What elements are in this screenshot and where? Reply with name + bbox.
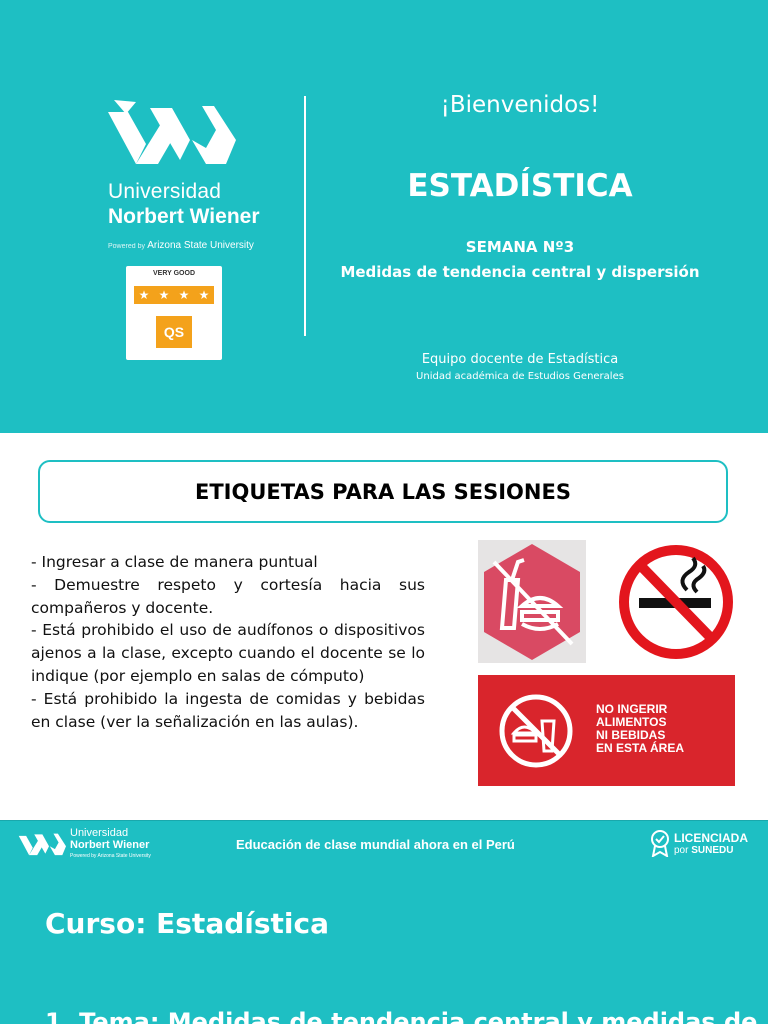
- uw-logo-icon: [18, 831, 66, 857]
- qs-stars-icon: [134, 286, 214, 304]
- footer-bar: [0, 820, 768, 867]
- sunedu-seal-icon: [650, 829, 670, 857]
- footer-asu-label: Powered by Arizona State University: [70, 853, 151, 859]
- footer-university-line1: Universidad: [70, 827, 129, 839]
- etiquette-title: ETIQUETAS PARA LAS SESIONES: [195, 479, 571, 504]
- rule-item: - Ingresar a clase de manera puntual: [31, 553, 318, 571]
- no-eating-banner-icon: [478, 675, 735, 786]
- license-por: por: [674, 845, 689, 856]
- week-label: SEMANA Nº3: [465, 238, 575, 256]
- star-icon: ★: [158, 288, 170, 302]
- banner-line: ALIMENTOS: [596, 715, 667, 729]
- uw-logo-icon: [106, 100, 236, 168]
- star-icon: ★: [198, 288, 210, 302]
- banner-line: EN ESTA ÁREA: [596, 741, 685, 755]
- qs-logo: QS: [156, 316, 192, 348]
- qs-rating-badge: [126, 266, 222, 360]
- footer-slogan: Educación de clase mundial ahora en el Perú: [236, 837, 515, 852]
- university-name-line1: Universidad: [108, 180, 222, 203]
- rule-item: - Demuestre respeto y cortesía hacia sus compañeros y docente.: [31, 575, 425, 617]
- no-food-sign-icon: [478, 540, 586, 663]
- qs-rating-label: VERY GOOD: [152, 270, 195, 277]
- license-sunedu: SUNEDU: [691, 845, 734, 856]
- footer-university-line2: Norbert Wiener: [70, 839, 150, 851]
- asu-label: Arizona State University: [147, 240, 254, 251]
- course-heading: Curso: Estadística: [45, 907, 329, 940]
- course-slide: [0, 867, 768, 1036]
- unit-label: Unidad académica de Estudios Generales: [416, 371, 624, 382]
- banner-line: NI BEBIDAS: [596, 728, 666, 742]
- vertical-divider: [304, 96, 306, 336]
- powered-by-label: Powered by: [108, 243, 145, 250]
- title-slide: [0, 0, 768, 433]
- team-label: Equipo docente de Estadística: [421, 352, 619, 367]
- topic-line: 1. Tema: Medidas de tendencia central y medidas de: [45, 1008, 758, 1036]
- asu-tagline: [108, 240, 254, 251]
- license-sublabel: [674, 845, 733, 856]
- rules-list: [31, 551, 425, 733]
- star-icon: ★: [138, 288, 150, 302]
- etiquette-title-box: [38, 460, 728, 523]
- topic-label: Medidas de tendencia central y dispersión: [340, 263, 700, 281]
- course-title: ESTADÍSTICA: [407, 168, 633, 204]
- university-name-line2: Norbert Wiener: [108, 205, 260, 228]
- etiquette-slide: [0, 433, 768, 820]
- star-icon: ★: [178, 288, 190, 302]
- banner-line: NO INGERIR: [596, 702, 668, 716]
- welcome-heading: ¡Bienvenidos!: [440, 92, 600, 118]
- license-label: LICENCIADA: [674, 831, 748, 845]
- no-smoking-sign-icon: [617, 540, 735, 665]
- rule-item: - Está prohibido el uso de audífonos o dispositivos ajenos a la clase, excepto cuando el docente se lo indique (por ejemplo en salas de cómputo): [31, 621, 425, 685]
- rule-item: - Está prohibido la ingesta de comidas y bebidas en clase (ver la señalización en las aulas).: [31, 689, 425, 731]
